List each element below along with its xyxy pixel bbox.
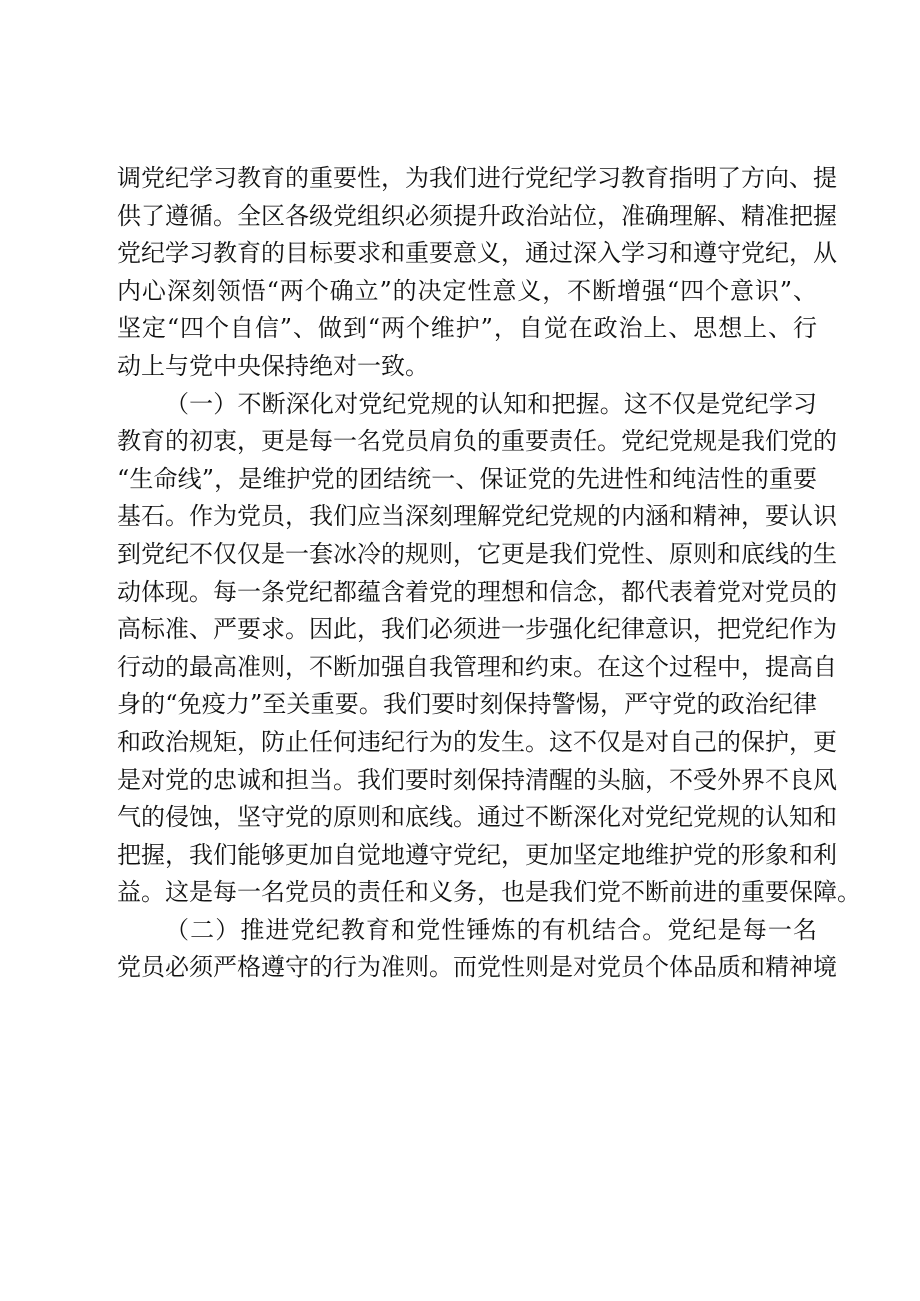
paragraph-continuation [117, 160, 837, 386]
paragraph-section-one [117, 386, 861, 912]
text-line: 党员必须严格遵守的行为准则。而党性则是对党员个体品质和精神境 [117, 953, 837, 982]
paragraph-section-two [117, 912, 837, 987]
text-line: 党纪学习教育的目标要求和重要意义，通过深入学习和遵守党纪，从 [117, 239, 837, 268]
text-line: 是对党的忠诚和担当。我们要时刻保持清醒的头脑，不受外界不良风 [117, 765, 837, 794]
text-line: 高标准、严要求。因此，我们必须进一步强化纪律意识，把党纪作为 [117, 615, 837, 644]
text-line: 基石。作为党员，我们应当深刻理解党纪党规的内涵和精神，要认识 [117, 502, 837, 531]
text-line: 益。这是每一名党员的责任和义务，也是我们党不断前进的重要保障。 [117, 878, 861, 907]
text-line: 身的“免疫力”至关重要。我们要时刻保持警惕，严守党的政治纪律 [117, 690, 817, 719]
text-line: 内心深刻领悟“两个确立”的决定性意义，不断增强“四个意识”、 [117, 276, 817, 305]
text-line: 把握，我们能够更加自觉地遵守党纪，更加坚定地维护党的形象和利 [117, 840, 837, 869]
text-line: 坚定“四个自信”、做到“两个维护”，自觉在政治上、思想上、行 [117, 314, 817, 343]
text-line: 调党纪学习教育的重要性，为我们进行党纪学习教育指明了方向、提 [117, 164, 837, 192]
text-line: 动上与党中央保持绝对一致。 [117, 351, 429, 380]
text-line: 到党纪不仅仅是一套冰冷的规则，它更是我们党性、原则和底线的生 [117, 539, 837, 568]
text-line: 动体现。每一条党纪都蕴含着党的理想和信念，都代表着党对党员的 [117, 577, 837, 606]
text-line: 气的侵蚀，坚守党的原则和底线。通过不断深化对党纪党规的认知和 [117, 803, 837, 832]
section-heading-line: （一）不断深化对党纪党规的认知和把握。这不仅是党纪学习 [165, 389, 817, 418]
text-line: 和政治规矩，防止任何违纪行为的发生。这不仅是对自己的保护，更 [117, 727, 837, 756]
text-line: 行动的最高准则，不断加强自我管理和约束。在这个过程中，提高自 [117, 652, 837, 681]
document-body [117, 160, 861, 987]
text-line: “生命线”，是维护党的团结统一、保证党的先进性和纯洁性的重要 [117, 464, 817, 493]
section-heading-line: （二）推进党纪教育和党性锤炼的有机结合。党纪是每一名 [165, 915, 817, 944]
text-line: 供了遵循。全区各级党组织必须提升政治站位，准确理解、精准把握 [117, 201, 837, 230]
text-line: 教育的初衷，更是每一名党员肩负的重要责任。党纪党规是我们党的 [117, 427, 837, 456]
